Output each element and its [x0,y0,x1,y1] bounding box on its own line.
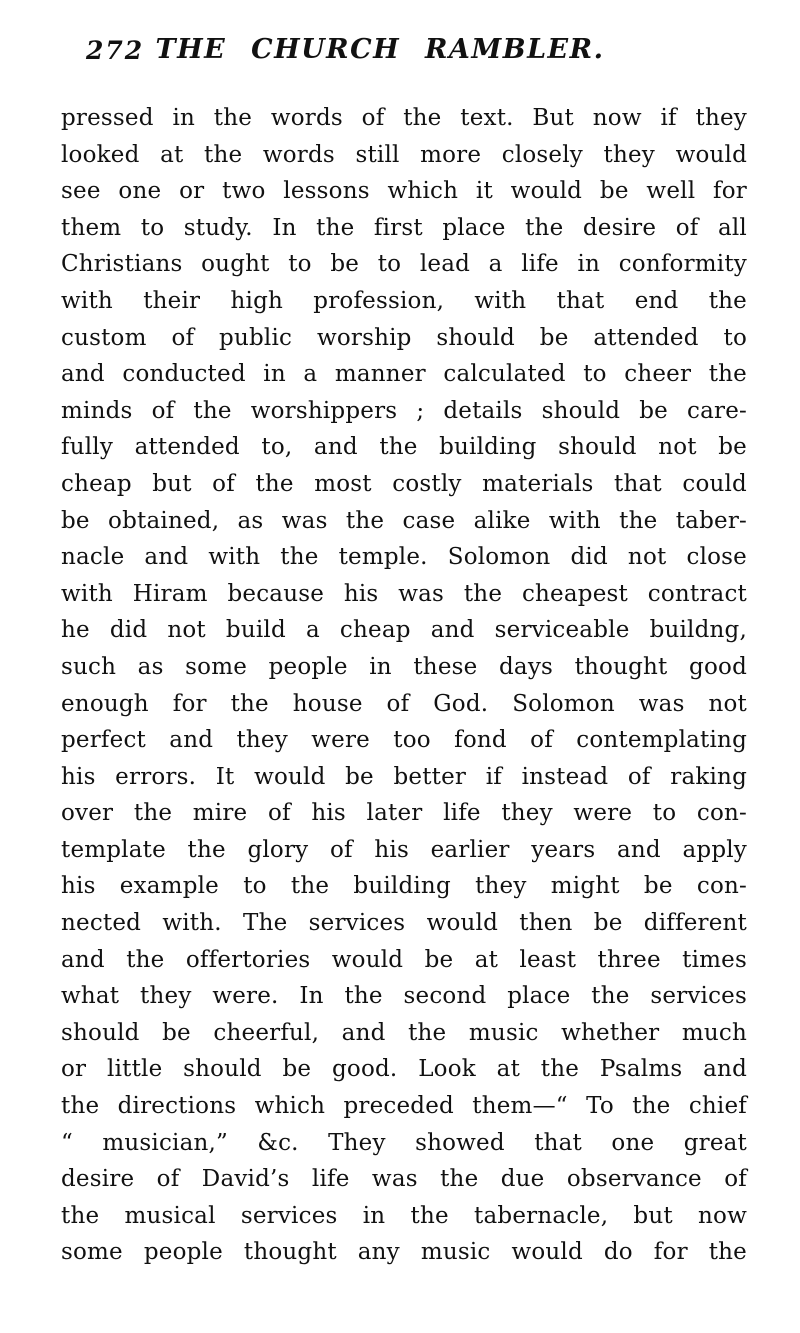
text-line: them to study. In the first place the desire of all [61,214,747,241]
page-number: 272 [86,36,145,65]
text-line: over the mire of his later life they were to con- [61,800,747,827]
text-line: pressed in the words of the text. But now if they [61,105,747,131]
text-line: looked at the words still more closely they would [61,141,747,168]
text-line: some people thought any music would do for the [61,1239,747,1266]
body-text [61,100,747,1271]
text-line: and conducted in a manner calculated to cheer the [61,361,747,388]
text-line: fully attended to, and the building should not be [61,434,747,461]
text-line: desire of David’s life was the due observance of [61,1166,747,1193]
text-line: cheap but of the most costly materials that could [61,470,747,497]
text-line: nacle and with the temple. Solomon did not close [61,544,747,571]
text-line: be obtained, as was the case alike with the taber- [61,507,747,534]
text-line: his example to the building they might be con- [61,873,747,900]
text-line: “ musician,” &c. They showed that one great [61,1129,747,1156]
text-line: the directions which preceded them—“ To the chief [61,1093,747,1120]
text-line: see one or two lessons which it would be well for [61,178,747,205]
text-line: or little should be good. Look at the Psalms and [61,1056,747,1083]
text-line: minds of the worshippers ; details should be care- [61,397,747,424]
text-line: template the glory of his earlier years and apply [61,836,747,863]
text-line: should be cheerful, and the music whether much [61,1019,747,1046]
text-line: custom of public worship should be attended to [61,324,747,351]
text-line: such as some people in these days thought good [61,653,747,680]
text-line: the musical services in the tabernacle, but now [61,1202,747,1229]
text-line: his errors. It would be better if instead of raking [61,763,747,790]
text-line: he did not build a cheap and serviceable buildng, [61,617,747,644]
text-line: with their high profession, with that end the [61,287,747,314]
text-line: nected with. The services would then be different [61,910,747,937]
text-line: Christians ought to be to lead a life in conformity [61,251,747,278]
text-line: enough for the house of God. Solomon was not [61,690,747,717]
text-line: and the offertories would be at least three times [61,946,747,973]
running-title: THE CHURCH RAMBLER. [155,34,605,65]
text-line: what they were. In the second place the services [61,983,747,1010]
text-line: perfect and they were too fond of contemplating [61,727,747,754]
page-header [0,34,800,74]
text-line: with Hiram because his was the cheapest contract [61,580,747,607]
